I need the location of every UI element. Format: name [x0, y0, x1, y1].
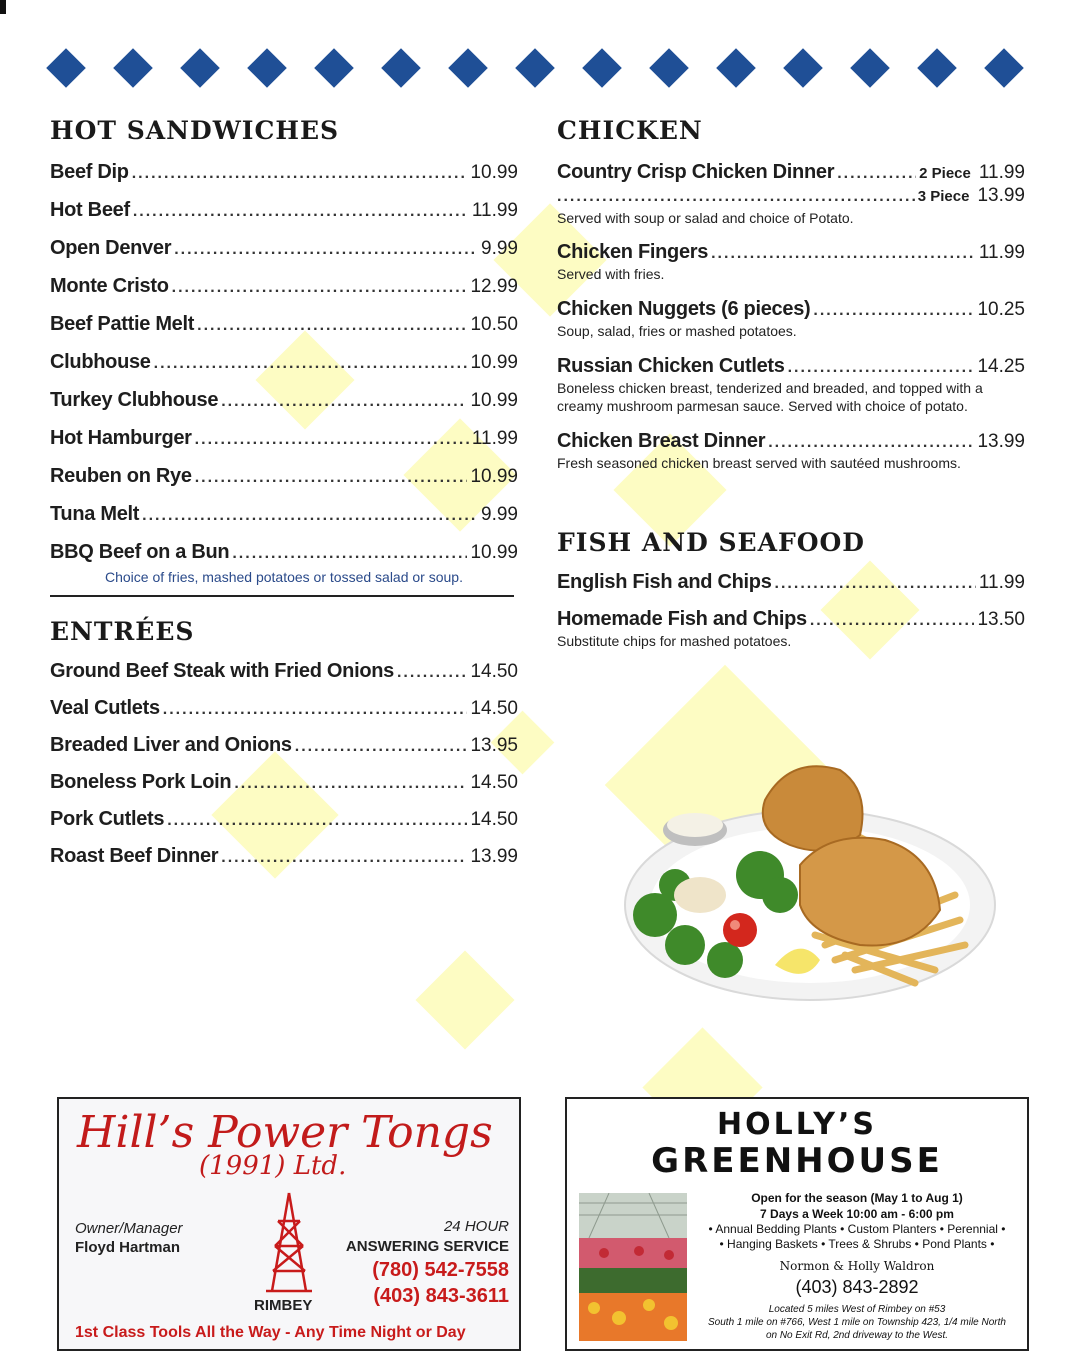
item-price: 11.99: [978, 242, 1025, 263]
item-price: 10.50: [470, 314, 518, 335]
diamond-icon: [381, 48, 421, 88]
oil-derrick-icon: [264, 1191, 314, 1301]
diamond-icon: [582, 48, 622, 88]
diamond-icon: [917, 48, 957, 88]
diamond-icon: [716, 48, 756, 88]
section-title: ENTRÉES: [50, 617, 195, 646]
season-line: Open for the season (May 1 to Aug 1): [751, 1191, 963, 1205]
item-name: Ground Beef Steak with Fried Onions: [50, 660, 394, 682]
phone-number: (403) 843-2892: [795, 1277, 919, 1297]
hills-power-tongs-ad: [57, 1097, 521, 1351]
menu-item: [557, 298, 1025, 322]
option-label: 2 Piece: [919, 165, 971, 182]
section-title: CHICKEN: [557, 116, 703, 145]
ad-title: HOLLY’S: [717, 1107, 877, 1142]
bg-diamond: [416, 951, 515, 1050]
hot-sandwiches-section: [50, 116, 518, 597]
menu-item: [557, 608, 1025, 632]
ad-slogan: 1st Class Tools All the Way - Any Time Night or Day: [75, 1324, 466, 1341]
menu-item: [50, 237, 518, 261]
menu-item: [50, 199, 518, 223]
menu-item: [557, 241, 1025, 265]
item-price: 14.25: [977, 356, 1025, 377]
item-name: Boneless Pork Loin: [50, 771, 232, 793]
item-price: 13.50: [977, 609, 1025, 630]
item-price: 9.99: [481, 238, 518, 259]
hours-label: 24 HOUR: [443, 1218, 509, 1235]
diamond-icon: [247, 48, 287, 88]
item-description: Substitute chips for mashed potatoes.: [557, 633, 792, 649]
menu-item: [50, 541, 518, 565]
item-name: Open Denver: [50, 237, 172, 259]
menu-item: [50, 697, 518, 721]
products-line: • Annual Bedding Plants • Custom Planters • Perennial •: [708, 1222, 1006, 1236]
item-name: Beef Dip: [50, 161, 129, 183]
menu-item: [557, 571, 1025, 595]
option-label: 3 Piece: [917, 188, 970, 205]
menu-item: [50, 734, 518, 758]
greenhouse-photo: [579, 1193, 687, 1341]
blue-diamond-border: [48, 48, 1038, 88]
item-name: Beef Pattie Melt: [50, 313, 195, 335]
item-price: 13.99: [977, 185, 1025, 206]
item-name: Chicken Fingers: [557, 241, 709, 263]
item-price: 10.99: [470, 466, 518, 487]
owner-label: Owner/Manager: [75, 1220, 183, 1237]
hollys-greenhouse-ad: [565, 1097, 1029, 1351]
diamond-icon: [984, 48, 1024, 88]
item-price: 14.50: [470, 698, 518, 719]
scan-mark: [0, 0, 6, 14]
item-name: Chicken Nuggets (6 pieces): [557, 298, 811, 320]
fish-and-chips-image: [615, 745, 1000, 1015]
service-label: ANSWERING SERVICE: [345, 1238, 509, 1255]
item-name: Turkey Clubhouse: [50, 389, 219, 411]
menu-item: [50, 351, 518, 375]
menu-item: [557, 430, 1025, 454]
location-line: on No Exit Rd, 2nd driveway to the West.: [765, 1330, 949, 1341]
item-description: creamy mushroom parmesan sauce. Served with choice of potato.: [557, 398, 968, 414]
menu-item: [50, 427, 518, 451]
item-price: 12.99: [470, 276, 518, 297]
item-price: 14.50: [470, 772, 518, 793]
diamond-icon: [113, 48, 153, 88]
item-price: 10.99: [470, 352, 518, 373]
item-name: Veal Cutlets: [50, 697, 160, 719]
chicken-section: [557, 116, 1025, 472]
diamond-icon: [783, 48, 823, 88]
item-price: 11.99: [978, 162, 1025, 183]
menu-item: [50, 771, 518, 795]
item-name: Reuben on Rye: [50, 465, 192, 487]
menu-item: [50, 503, 518, 527]
ad-subtitle: (1991) Ltd.: [199, 1151, 347, 1181]
item-price: 11.99: [978, 572, 1025, 593]
sandwich-sides-note: Choice of fries, mashed potatoes or tossed salad or soup.: [105, 569, 463, 585]
item-name: Russian Chicken Cutlets: [557, 355, 785, 377]
owner-name: Floyd Hartman: [75, 1239, 181, 1256]
item-name: Homemade Fish and Chips: [557, 608, 807, 630]
item-name: Chicken Breast Dinner: [557, 430, 766, 452]
phone-number: (780) 542-7558: [372, 1259, 509, 1281]
item-description: Boneless chicken breast, tenderized and breaded, and topped with a: [557, 380, 983, 396]
menu-item: [50, 808, 518, 832]
item-price: 11.99: [471, 428, 518, 449]
item-price: 13.99: [470, 846, 518, 867]
owners-line: Normon & Holly Waldron: [779, 1259, 935, 1273]
diamond-icon: [448, 48, 488, 88]
item-name: Pork Cutlets: [50, 808, 165, 830]
item-description: Soup, salad, fries or mashed potatoes.: [557, 323, 797, 339]
item-price: 13.99: [977, 431, 1025, 452]
item-price: 10.99: [470, 390, 518, 411]
town-label: RIMBEY: [254, 1297, 313, 1314]
item-name: Monte Cristo: [50, 275, 169, 297]
entrees-section: [50, 617, 518, 869]
section-divider: [50, 595, 514, 597]
item-description: Served with fries.: [557, 266, 665, 282]
ad-title: Hill’s Power Tongs: [77, 1107, 493, 1158]
location-line: Located 5 miles West of Rimbey on #53: [768, 1304, 946, 1315]
item-name: Hot Hamburger: [50, 427, 192, 449]
menu-item: [557, 355, 1025, 379]
menu-item: [50, 389, 518, 413]
item-name: Breaded Liver and Onions: [50, 734, 292, 756]
item-price: 10.25: [977, 299, 1025, 320]
menu-item: [50, 161, 518, 185]
item-description: Served with soup or salad and choice of Potato.: [557, 210, 854, 226]
menu-item: [50, 275, 518, 299]
item-price: 10.99: [470, 542, 518, 563]
item-price: 11.99: [471, 200, 518, 221]
diamond-icon: [46, 48, 86, 88]
menu-item: [557, 161, 1025, 185]
phone-number: (403) 843-3611: [373, 1285, 509, 1307]
ad-title: GREENHOUSE: [651, 1141, 943, 1181]
item-name: Clubhouse: [50, 351, 151, 373]
item-name: Tuna Melt: [50, 503, 140, 525]
item-name: Country Crisp Chicken Dinner: [557, 161, 835, 183]
item-price: 9.99: [481, 504, 518, 525]
item-price: 13.95: [470, 735, 518, 756]
diamond-icon: [180, 48, 220, 88]
section-title: FISH AND SEAFOOD: [557, 528, 865, 557]
menu-item: [50, 313, 518, 337]
item-price: 14.50: [470, 661, 518, 682]
diamond-icon: [314, 48, 354, 88]
menu-item: [50, 465, 518, 489]
section-title: HOT SANDWICHES: [50, 116, 340, 145]
products-line: • Hanging Baskets • Trees & Shrubs • Pond Plants •: [719, 1237, 995, 1251]
diamond-icon: [515, 48, 555, 88]
fish-section: [557, 528, 1025, 650]
diamond-icon: [850, 48, 890, 88]
menu-item-option: [557, 185, 1025, 207]
location-line: South 1 mile on #766, West 1 mile on Township 423, 1/4 mile North: [708, 1317, 1006, 1328]
hours-line: 7 Days a Week 10:00 am - 6:00 pm: [760, 1207, 954, 1221]
item-description: Fresh seasoned chicken breast served with sautéed mushrooms.: [557, 455, 961, 471]
item-name: English Fish and Chips: [557, 571, 772, 593]
menu-item: [50, 660, 518, 684]
item-name: Roast Beef Dinner: [50, 845, 219, 867]
item-name: Hot Beef: [50, 199, 130, 221]
diamond-icon: [649, 48, 689, 88]
item-price: 10.99: [470, 162, 518, 183]
item-price: 14.50: [470, 809, 518, 830]
menu-item: [50, 845, 518, 869]
item-name: BBQ Beef on a Bun: [50, 541, 230, 563]
